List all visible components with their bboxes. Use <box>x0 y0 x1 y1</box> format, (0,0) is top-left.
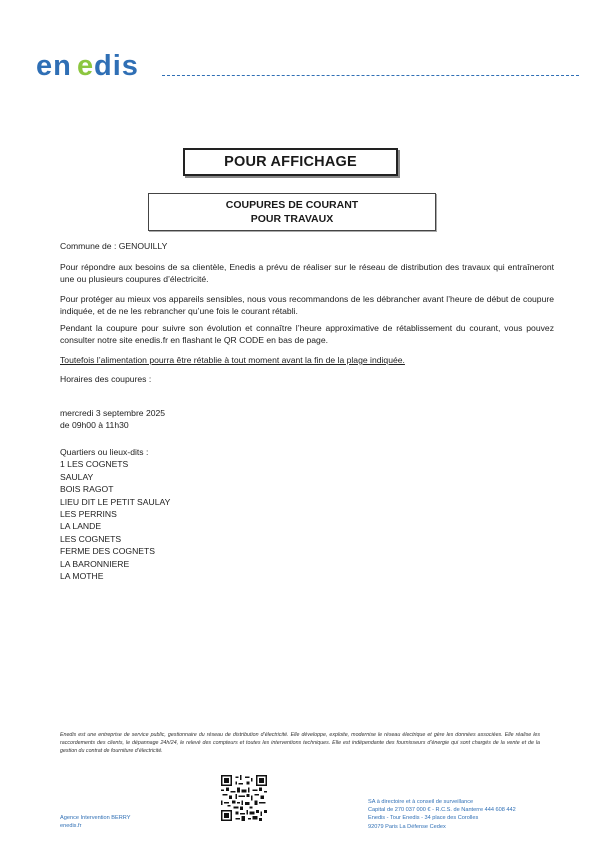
list-item: LES COGNETS <box>60 533 122 544</box>
enedis-logo <box>36 50 162 80</box>
company-line-3: Enedis - Tour Enedis - 34 place des Corolles <box>368 815 479 822</box>
company-line-2: Capital de 270 037 000 € - R.C.S. de Nanterre 444 608 442 <box>368 807 516 814</box>
list-item: LA BARONNIERE <box>60 558 130 569</box>
paragraph-protect: Pour protéger au mieux vos appareils sensibles, nous vous recommandons de les débrancher avant l’heure de début de coupure indiquée, et de ne les rebrancher qu’une fois le courant rétabli. <box>60 294 554 316</box>
company-line-1: SA à directoire et à conseil de surveillance <box>368 799 474 805</box>
list-item: LES PERRINS <box>60 509 117 520</box>
places-list <box>60 446 170 582</box>
page-title: POUR AFFICHAGE <box>224 154 357 170</box>
paragraph-intro: Pour répondre aux besoins de sa clientèle, Enedis a prévu de réaliser sur le réseau de distribution des travaux qui entraîneront une ou plusieurs coupures d’électricité. <box>60 262 554 284</box>
paragraph-warning: Toutefois l’alimentation pourra être rétablie à tout moment avant la fin de la plage indiquée. <box>60 355 405 365</box>
footer-agency-block <box>60 814 130 830</box>
svg-text:e: e <box>77 50 95 80</box>
svg-text:en: en <box>36 50 72 80</box>
svg-text:dis: dis <box>94 50 139 80</box>
list-item: SAULAY <box>60 471 94 482</box>
subtitle-line-1: COUPURES DE COURANT <box>225 199 359 211</box>
footer-legal-note: Enedis est une entreprise de service public, gestionnaire du réseau de distribution d’électricité. Elle développe, exploite, modernise le réseau électrique et gère les données associées. Elle réalise les raccordements des clients, le dépannage 24h/24, le relevé des compteurs et toutes les interventions techniques. Elle est indépendante des fournisseurs d’énergie qui sont chargés de la vente et de la gestion du contrat de fourniture d’électricité. <box>60 732 540 755</box>
website-link[interactable]: enedis.fr <box>60 823 82 830</box>
paragraph-follow: Pendant la coupure pour suivre son évolution et connaître l’heure approximative de rétablissement du courant, vous pouvez consulter notre site enedis.fr en flashant le QR CODE en bas de page. <box>60 323 554 345</box>
subtitle-box <box>148 193 436 231</box>
footer-company-block <box>368 798 516 831</box>
qr-code-icon[interactable] <box>221 775 267 821</box>
commune-line: Commune de : GENOUILLY <box>60 241 168 251</box>
list-item: LA LANDE <box>60 521 102 532</box>
places-label: Quartiers ou lieux-dits : <box>60 447 149 457</box>
list-item: BOIS RAGOT <box>60 484 114 495</box>
list-item: LIEU DIT LE PETIT SAULAY <box>60 496 171 507</box>
header-divider <box>162 75 579 76</box>
outage-time: de 09h00 à 11h30 <box>60 420 129 430</box>
schedule-label: Horaires des coupures : <box>60 374 152 384</box>
subtitle-line-2: POUR TRAVAUX <box>250 213 334 225</box>
list-item: LA MOTHE <box>60 571 104 582</box>
posting-title-box <box>183 148 398 176</box>
outage-date: mercredi 3 septembre 2025 <box>60 408 166 418</box>
company-line-4: 92079 Paris La Défense Cedex <box>368 823 446 830</box>
agency-name: Agence Intervention BERRY <box>60 815 131 821</box>
list-item: FERME DES COGNETS <box>60 546 156 557</box>
list-item: 1 LES COGNETS <box>60 459 129 470</box>
